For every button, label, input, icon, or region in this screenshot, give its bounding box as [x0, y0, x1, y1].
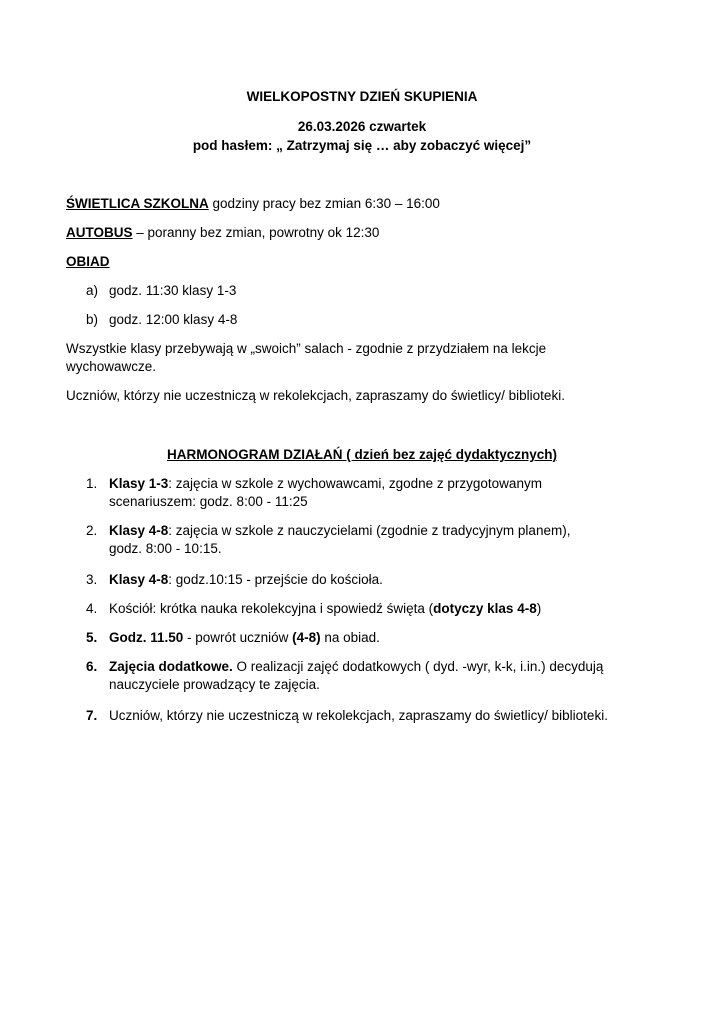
schedule-item-body: [109, 475, 666, 511]
item-text: : godz.10:15 - przejście do kościoła.: [168, 572, 383, 587]
obiad-item-text: godz. 12:00 klasy 4-8: [109, 312, 238, 327]
schedule-item-body: [109, 571, 666, 589]
item-text-end: ): [536, 601, 542, 616]
classes-note-line2: wychowawcze.: [66, 359, 157, 374]
swietlica-text: godziny pracy bez zmian 6:30 – 16:00: [208, 196, 440, 211]
item-text-end: na obiad.: [320, 630, 380, 645]
classes-note: [66, 340, 666, 376]
event-date: 26.03.2026 czwartek: [297, 119, 427, 134]
schedule-item-body: [109, 707, 666, 725]
schedule-item-body: [109, 629, 666, 647]
item-text-line2: scenariuszem: godz. 8:00 - 11:25: [109, 494, 308, 509]
schedule-item-body: [109, 522, 666, 558]
obiad-item-text: godz. 11:30 klasy 1-3: [109, 283, 237, 298]
schedule-item-body: [109, 658, 666, 694]
schedule-heading: HARMONOGRAM DZIAŁAŃ ( dzień bez zajęć dydaktycznych): [166, 447, 558, 462]
swietlica-line: [66, 195, 666, 213]
item-text: O realizacji zajęć dodatkowych ( dyd. -wyr, k-k, i.in.) decydują: [232, 659, 604, 674]
item-bold-label: Klasy 4-8: [109, 523, 169, 538]
obiad-label: OBIAD: [66, 254, 110, 269]
item-text-line2: nauczyciele prowadzący te zajęcia.: [109, 677, 320, 692]
item-bold-label-2: (4-8): [292, 630, 321, 645]
item-text: - powrót uczniów: [183, 630, 293, 645]
item-bold-label: Klasy 4-8: [109, 572, 169, 587]
item-text: Uczniów, którzy nie uczestniczą w rekolekcjach, zapraszamy do świetlicy/ biblioteki.: [109, 708, 608, 723]
classes-note-line1: Wszystkie klasy przebywają w „swoich” salach - zgodnie z przydziałem na lekcje: [66, 341, 547, 356]
item-bold-label: Zajęcia dodatkowe.: [109, 659, 233, 674]
schedule-item-body: [109, 600, 666, 618]
list-marker: a): [86, 283, 99, 298]
list-marker: 1.: [86, 476, 98, 491]
item-bold-label: dotyczy klas 4-8: [433, 601, 537, 616]
swietlica-label: ŚWIETLICA SZKOLNA: [66, 196, 209, 211]
item-text-line2: godz. 8:00 - 10:15.: [109, 541, 222, 556]
item-text: Kościół: krótka nauka rekolekcyjna i spowiedź święta (: [109, 601, 434, 616]
item-text: : zajęcia w szkole z nauczycielami (zgodnie z tradycyjnym planem),: [168, 523, 571, 538]
autobus-text: – poranny bez zmian, powrotny ok 12:30: [132, 225, 380, 240]
item-bold-label: Godz. 11.50: [109, 630, 184, 645]
list-marker: 2.: [86, 523, 98, 538]
list-marker: b): [86, 312, 99, 327]
autobus-label: AUTOBUS: [66, 225, 133, 240]
obiad-heading: [66, 253, 666, 271]
event-motto: pod hasłem: „ Zatrzymaj się … aby zobaczyć więcej”: [192, 138, 532, 153]
document-title: WIELKOPOSTNY DZIEŃ SKUPIENIA: [246, 89, 478, 104]
item-text: : zajęcia w szkole z wychowawcami, zgodne z przygotowanym: [168, 476, 542, 491]
item-bold-label: Klasy 1-3: [109, 476, 169, 491]
students-note: Uczniów, którzy nie uczestniczą w rekolekcjach, zapraszamy do świetlicy/ biblioteki.: [66, 388, 565, 403]
autobus-line: [66, 224, 666, 242]
list-marker: 3.: [86, 572, 98, 587]
list-marker: 4.: [86, 601, 98, 616]
list-marker: 7.: [86, 708, 98, 723]
list-marker: 5.: [86, 630, 98, 645]
list-marker: 6.: [86, 659, 98, 674]
